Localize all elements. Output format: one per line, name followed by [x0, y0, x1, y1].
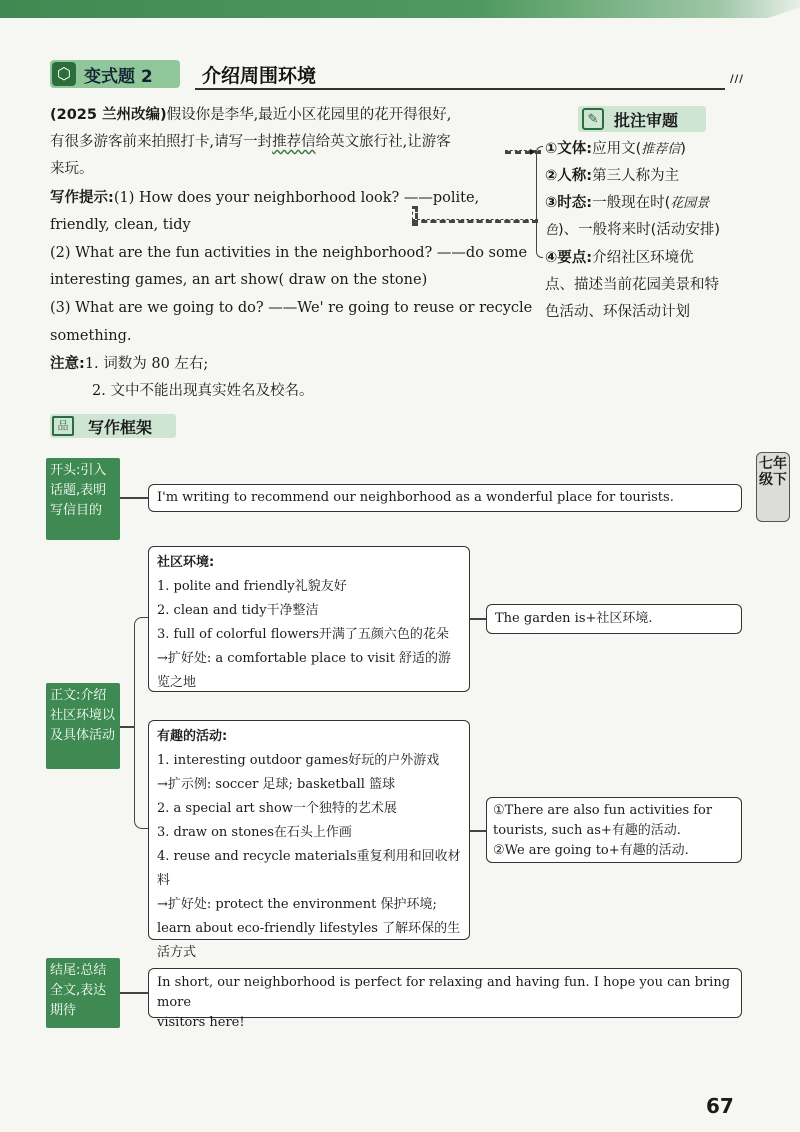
top-color-band	[0, 0, 800, 18]
activities-title: 有趣的活动:	[157, 729, 228, 744]
note-line-1: 注意:1. 词数为 80 左右;	[50, 356, 209, 372]
annotation-item-3: ③时态:一般现在时(花园景	[545, 195, 710, 211]
environment-box	[148, 546, 470, 692]
connector-line	[120, 726, 134, 728]
connector-dashed	[412, 219, 538, 223]
edit-icon: ✎	[582, 108, 604, 130]
activity-item: →扩好处: protect the environment 保护环境;	[157, 897, 437, 912]
title-underline	[195, 88, 725, 90]
environment-item: 2. clean and tidy干净整洁	[157, 603, 319, 618]
annotation-bracket	[536, 146, 543, 258]
activities-sentence-box	[486, 797, 742, 863]
prompt-line-2: 有很多游客前来拍照打卡,请写一封推荐信给英文旅行社,让游客	[50, 134, 451, 150]
activity-item: 2. a special art show一个独特的艺术展	[157, 801, 397, 816]
connector-line	[120, 497, 148, 499]
ending-sentence-box	[148, 968, 742, 1030]
environment-item: 览之地	[157, 675, 197, 690]
environment-item: 3. full of colorful flowers开满了五颜六色的花朵	[157, 627, 449, 642]
environment-sentence-box: The garden is+社区环境.	[486, 604, 742, 634]
activity-sentence: tourists, such as+有趣的活动.	[493, 823, 681, 838]
environment-title: 社区环境:	[157, 555, 215, 570]
arrow-icon: ▸	[530, 144, 537, 158]
activity-item: 1. interesting outdoor games好玩的户外游戏	[157, 753, 440, 768]
grade-side-tab: 七年级下	[756, 452, 790, 522]
activities-box	[148, 720, 470, 960]
tips-line-6: something.	[50, 328, 132, 344]
body-tag: 正文:介绍社区环境以及具体活动	[46, 683, 120, 769]
annotation-item-1: ①文体:应用文(推荐信)	[545, 141, 686, 157]
connector-line	[470, 618, 486, 620]
annotation-item-2: ②人称:第三人称为主	[545, 168, 680, 184]
annotation-label: 批注审题	[614, 111, 679, 130]
title-marks: ///	[730, 74, 744, 85]
ending-sentence: In short, our neighborhood is perfect for relaxing and having fun. I hope you can bring more	[157, 975, 731, 1010]
opening-tag: 开头:引入话题,表明写信目的	[46, 458, 120, 540]
activity-sentence: ①There are also fun activities for	[493, 803, 713, 818]
ending-sentence: visitors here!	[157, 1015, 245, 1030]
cube-icon: ⬡	[52, 62, 76, 86]
annotation-item-4-cont: 点、描述当前花园美景和特	[545, 277, 719, 293]
activity-item: 3. draw on stones在石头上作画	[157, 825, 352, 840]
connector-line	[120, 992, 148, 994]
connector-dashed	[412, 206, 418, 226]
tips-line-5: (3) What are we going to do? ——We' re going to reuse or recycle	[50, 300, 533, 316]
tips-line-1: 写作提示:(1) How does your neighborhood look? ——polite,	[50, 190, 480, 206]
framework-label: 写作框架	[88, 418, 153, 437]
prompt-line-1: (2025 兰州改编)假设你是李华,最近小区花园里的花开得很好,	[50, 107, 452, 123]
activity-sentence: ②We are going to+有趣的活动.	[493, 843, 689, 858]
annotation-item-3-cont: 色)、一般将来时(活动安排)	[545, 222, 720, 238]
activity-item: →扩示例: soccer 足球; basketball 篮球	[157, 777, 396, 792]
environment-item: 1. polite and friendly礼貌友好	[157, 579, 347, 594]
activity-item: 活方式	[157, 945, 197, 960]
connector-line	[470, 830, 486, 832]
tips-line-3: (2) What are the fun activities in the neighborhood? ——do some	[50, 245, 528, 261]
environment-item: →扩好处: a comfortable place to visit 舒适的游	[157, 651, 452, 666]
opening-sentence-box: I'm writing to recommend our neighborhood as a wonderful place for tourists.	[148, 484, 742, 512]
activity-item: 4. reuse and recycle materials重复利用和回收材料	[157, 849, 461, 888]
prompt-line-3: 来玩。	[50, 161, 94, 177]
tips-line-2: friendly, clean, tidy	[50, 217, 191, 233]
annotation-item-4: ④要点:介绍社区环境优	[545, 250, 694, 266]
tips-line-4: interesting games, an art show( draw on the stone)	[50, 272, 428, 288]
layout-icon: 品	[52, 416, 74, 436]
body-bracket	[134, 617, 148, 829]
note-line-2: 2. 文中不能出现真实姓名及校名。	[92, 383, 314, 399]
ending-tag: 结尾:总结全文,表达期待	[46, 958, 120, 1028]
page-number: 67	[706, 1094, 734, 1118]
section-label: 变式题 2	[84, 67, 153, 87]
section-title: 介绍周围环境	[202, 65, 317, 87]
annotation-item-4-cont: 色活动、环保活动计划	[545, 304, 690, 320]
activity-item: learn about eco-friendly lifestyles 了解环保的生	[157, 921, 461, 936]
